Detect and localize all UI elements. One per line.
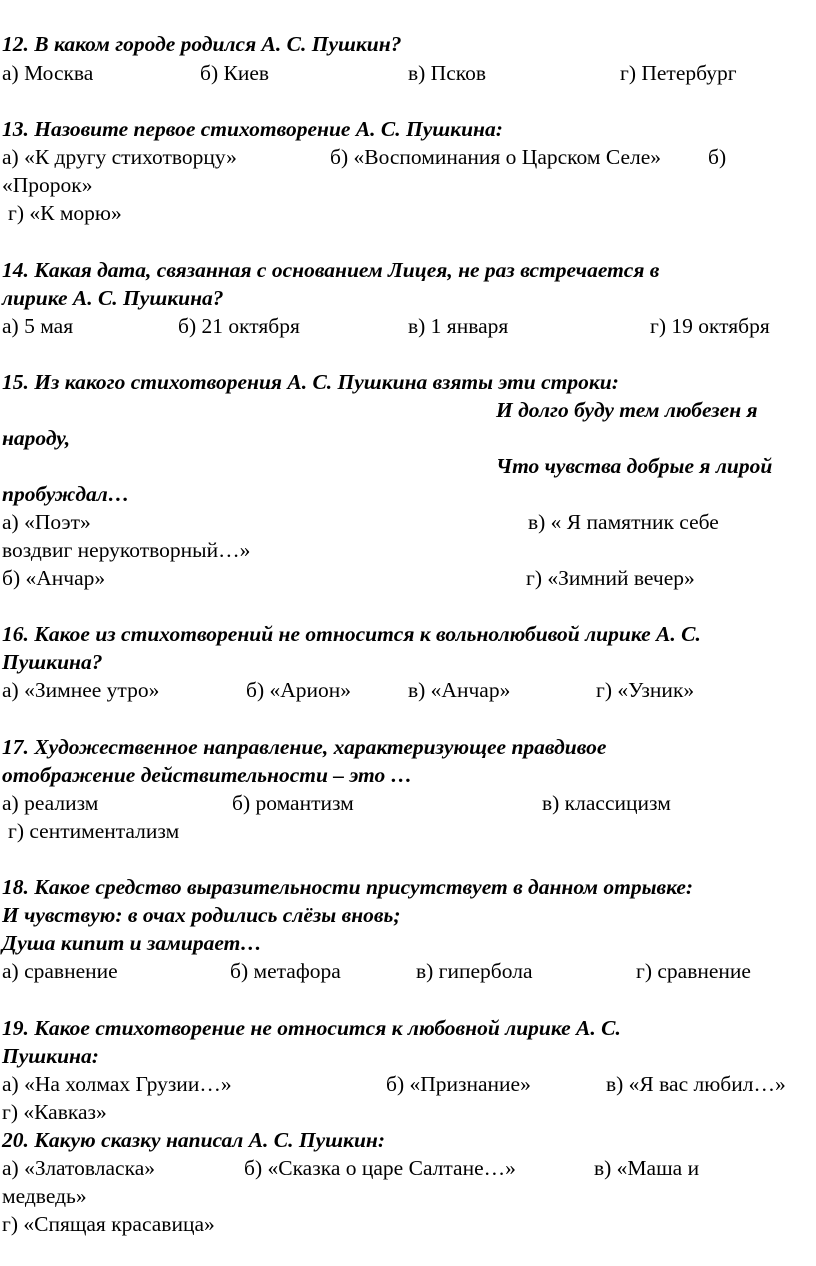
question-19-line-2: Пушкина:	[2, 1044, 99, 1068]
option-17-a: а) реализм	[2, 791, 99, 815]
option-18-a: а) сравнение	[2, 959, 118, 983]
quote-15-line-2b: пробуждал…	[2, 482, 130, 506]
option-15-d: г) «Зимний вечер»	[526, 566, 695, 590]
question-17-line-2: отображение действительности – это …	[2, 763, 413, 787]
option-14-d: г) 19 октября	[650, 314, 770, 338]
option-15-c-start: в) « Я памятник себе	[528, 510, 719, 534]
question-13: 13. Назовите первое стихотворение А. С. Пушкина:	[2, 117, 503, 141]
option-14-c: в) 1 января	[408, 314, 509, 338]
option-18-b: б) метафора	[230, 959, 341, 983]
question-18: 18. Какое средство выразительности присутствует в данном отрывке:	[2, 875, 694, 899]
option-19-b: б) «Признание»	[386, 1072, 531, 1096]
question-14-line-1: 14. Какая дата, связанная с основанием Лицея, не раз встречается в	[2, 258, 660, 282]
option-15-c-end: воздвиг нерукотворный…»	[2, 538, 251, 562]
question-16-line-1: 16. Какое из стихотворений не относится к вольнолюбивой лирике А. С.	[2, 622, 701, 646]
option-15-a: а) «Поэт»	[2, 510, 91, 534]
option-12-c: в) Псков	[408, 61, 487, 85]
option-16-c: в) «Анчар»	[408, 678, 511, 702]
option-19-d: г) «Кавказ»	[2, 1100, 107, 1124]
option-15-b: б) «Анчар»	[2, 566, 106, 590]
question-16-line-2: Пушкина?	[2, 650, 103, 674]
option-16-d: г) «Узник»	[596, 678, 695, 702]
question-17-line-1: 17. Художественное направление, характеризующее правдивое	[2, 735, 607, 759]
option-12-a: а) Москва	[2, 61, 94, 85]
quote-18-line-2: Душа кипит и замирает…	[2, 931, 262, 955]
option-20-c-end: медведь»	[2, 1184, 87, 1208]
question-12: 12. В каком городе родился А. С. Пушкин?	[2, 32, 402, 56]
option-20-d: г) «Спящая красавица»	[2, 1212, 215, 1236]
option-19-c: в) «Я вас любил…»	[606, 1072, 786, 1096]
option-19-a: а) «На холмах Грузии…»	[2, 1072, 232, 1096]
option-16-b: б) «Арион»	[246, 678, 352, 702]
option-13-a: а) «К другу стихотворцу»	[2, 145, 237, 169]
question-14-line-2: лирике А. С. Пушкина?	[2, 286, 224, 310]
option-12-b: б) Киев	[200, 61, 270, 85]
question-20: 20. Какую сказку написал А. С. Пушкин:	[2, 1128, 386, 1152]
option-13-c-end: «Пророк»	[2, 173, 93, 197]
question-19-line-1: 19. Какое стихотворение не относится к любовной лирике А. С.	[2, 1016, 621, 1040]
option-13-c-start: б)	[708, 145, 727, 169]
option-17-d: г) сентиментализм	[8, 819, 180, 843]
quote-15-line-1a: И долго буду тем любезен я	[496, 398, 758, 422]
option-16-a: а) «Зимнее утро»	[2, 678, 160, 702]
option-17-c: в) классицизм	[542, 791, 671, 815]
question-15: 15. Из какого стихотворения А. С. Пушкина взяты эти строки:	[2, 370, 619, 394]
option-13-b: б) «Воспоминания о Царском Селе»	[330, 145, 662, 169]
option-14-a: а) 5 мая	[2, 314, 74, 338]
quote-18-line-1: И чувствую: в очах родились слёзы вновь;	[2, 903, 401, 927]
option-17-b: б) романтизм	[232, 791, 354, 815]
option-13-d: г) «К морю»	[8, 201, 122, 225]
option-20-c-start: в) «Маша и	[594, 1156, 700, 1180]
quote-15-line-2a: Что чувства добрые я лирой	[496, 454, 773, 478]
option-14-b: б) 21 октября	[178, 314, 300, 338]
option-18-c: в) гипербола	[416, 959, 533, 983]
option-20-b: б) «Сказка о царе Салтане…»	[244, 1156, 516, 1180]
option-18-d: г) сравнение	[636, 959, 751, 983]
option-20-a: а) «Златовласка»	[2, 1156, 155, 1180]
option-12-d: г) Петербург	[620, 61, 737, 85]
quote-15-line-1b: народу,	[2, 426, 71, 450]
